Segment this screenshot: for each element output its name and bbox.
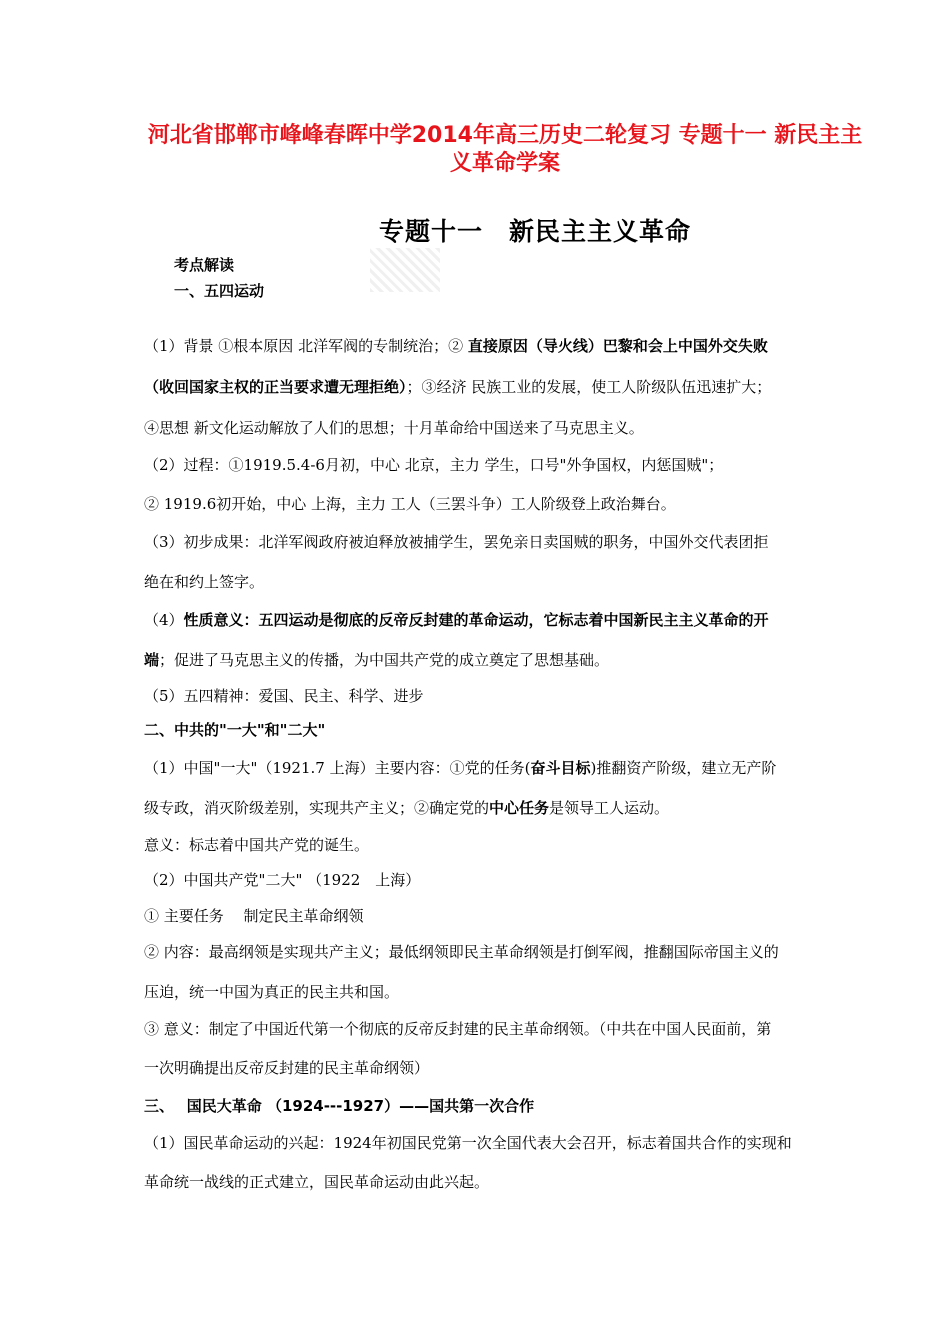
section-label-kaodian: 考点解读 xyxy=(174,256,235,274)
section-heading-3: 三、 国民大革命 （1924---1927）——国共第一次合作 xyxy=(144,1097,535,1115)
paragraph-line: （1）背景 ①根本原因 北洋军阀的专制统治；② 直接原因（导火线）巴黎和会上中国外交失败 xyxy=(144,337,768,355)
paragraph-line: 意义：标志着中国共产党的诞生。 xyxy=(144,836,370,854)
paragraph-line: 级专政，消灭阶级差别，实现共产主义；②确定党的中心任务是领导工人运动。 xyxy=(144,799,670,817)
paragraph-line: （收回国家主权的正当要求遭无理拒绝）；③经济 民族工业的发展，使工人阶级队伍迅速扩大； xyxy=(144,378,772,396)
paragraph-line: （2）过程：①1919.5.4-6月初，中心 北京，主力 学生，口号"外争国权，内惩国贼"； xyxy=(144,456,724,474)
paragraph-line: ② 内容：最高纲领是实现共产主义；最低纲领即民主革命纲领是打倒军阀，推翻国际帝国主义的 xyxy=(144,943,779,961)
paragraph-line: （2）中国共产党"二大" （1922 上海） xyxy=(144,871,421,889)
bold-text: （收回国家主权的正当要求遭无理拒绝） xyxy=(144,378,407,396)
paragraph-line: ① 主要任务 制定民主革命纲领 xyxy=(144,907,364,925)
paragraph-line: 革命统一战线的正式建立，国民革命运动由此兴起。 xyxy=(144,1173,490,1191)
paragraph-line: （3）初步成果：北洋军阀政府被迫释放被捕学生，罢免亲日卖国贼的职务，中国外交代表团拒 xyxy=(144,533,769,551)
paragraph-line: ③ 意义：制定了中国近代第一个彻底的反帝反封建的民主革命纲领。（中共在中国人民面前，第 xyxy=(144,1020,772,1038)
document-title: 河北省邯郸市峰峰春晖中学2014年高三历史二轮复习 专题十一 新民主主义革命学案 xyxy=(147,123,863,176)
bold-text: 直接原因（导火线）巴黎和会上中国外交失败 xyxy=(467,337,768,355)
bold-text: 端 xyxy=(144,651,160,669)
bold-text: 中心任务 xyxy=(489,799,550,817)
paragraph-line: 一次明确提出反帝反封建的民主革命纲领） xyxy=(144,1059,430,1077)
paragraph-line: （1）中国"一大"（1921.7 上海）主要内容：①党的任务(奋斗目标)推翻资产阶级，建立无产阶 xyxy=(144,759,777,777)
paragraph-line: （1）国民革命运动的兴起：1924年初国民党第一次全国代表大会召开，标志着国共合作的实现和 xyxy=(144,1134,792,1152)
paragraph-line: 压迫，统一中国为真正的民主共和国。 xyxy=(144,983,400,1001)
bold-text: 性质意义：五四运动是彻底的反帝反封建的革命运动，它标志着中国新民主主义革命的开 xyxy=(183,611,769,629)
section-heading-1: 一、五四运动 xyxy=(174,282,265,300)
bold-text: 奋斗目标 xyxy=(530,759,591,777)
section-heading-2: 二、中共的"一大"和"二大" xyxy=(144,721,326,739)
topic-title: 专题十一 新民主主义革命 xyxy=(378,217,691,246)
paragraph-line: ④思想 新文化运动解放了人们的思想；十月革命给中国送来了马克思主义。 xyxy=(144,419,644,437)
paragraph-line: （4）性质意义：五四运动是彻底的反帝反封建的革命运动，它标志着中国新民主主义革命的开 xyxy=(144,611,769,629)
paragraph-line: （5）五四精神：爱国、民主、科学、进步 xyxy=(144,687,424,705)
paragraph-line: 绝在和约上签字。 xyxy=(144,573,265,591)
paragraph-line: 端；促进了马克思主义的传播，为中国共产党的成立奠定了思想基础。 xyxy=(144,651,610,669)
paragraph-line: ② 1919.6初开始，中心 上海，主力 工人（三罢斗争）工人阶级登上政治舞台。 xyxy=(144,495,676,513)
